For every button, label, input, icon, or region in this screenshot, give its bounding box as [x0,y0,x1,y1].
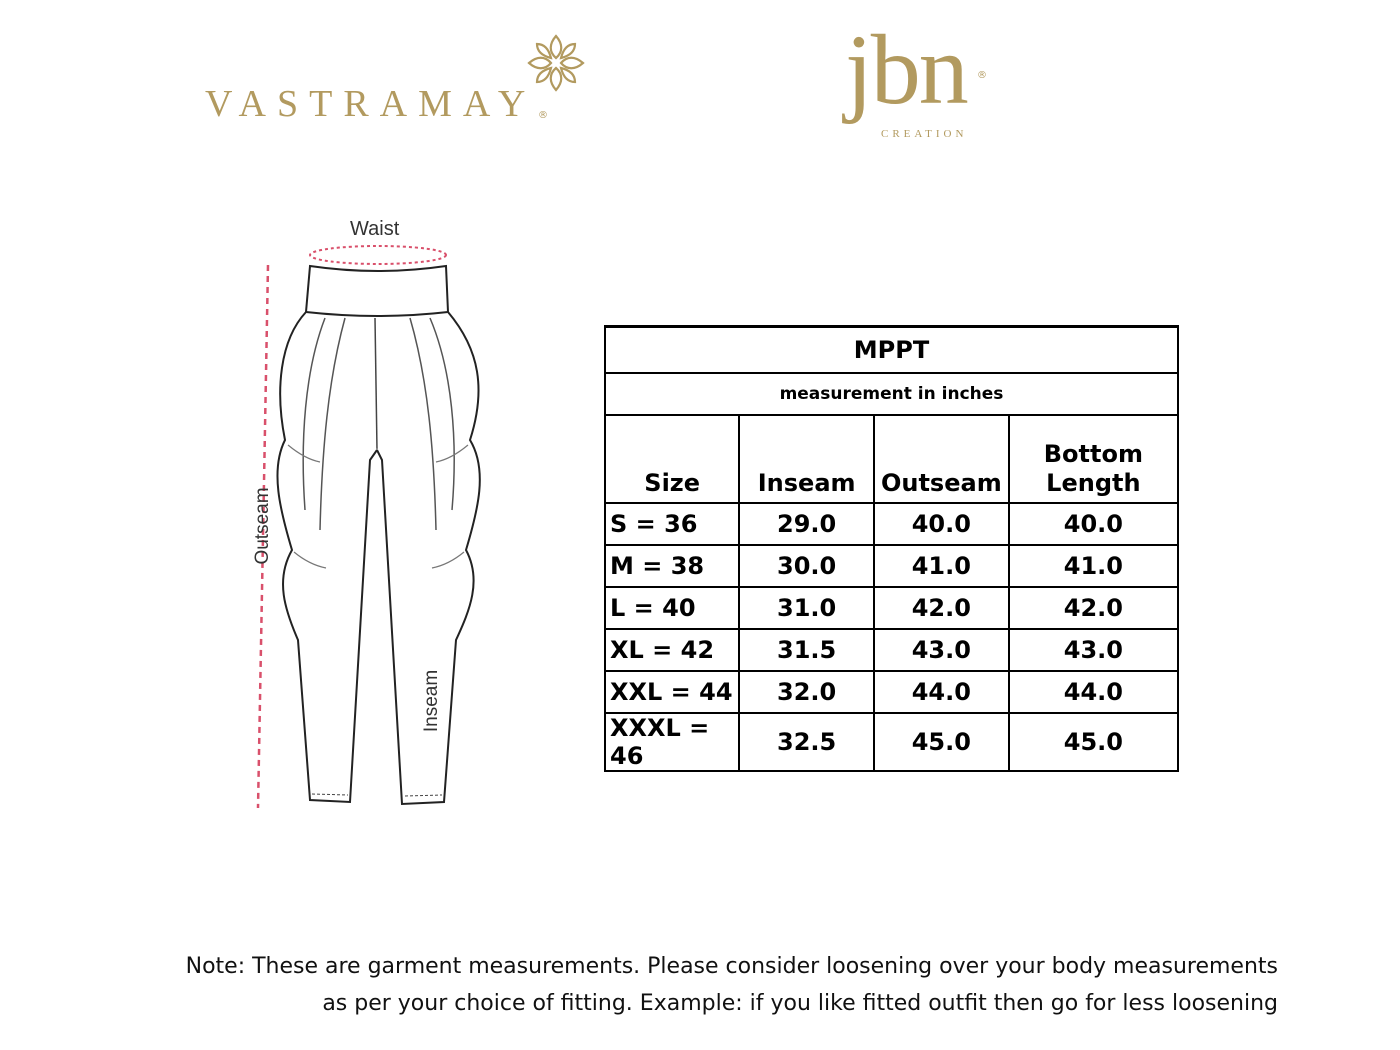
outseam-label: Outseam [252,487,273,565]
vastramay-logo [205,30,565,130]
jbn-subtitle: CREATION [881,128,968,140]
note-line-2: as per your choice of fitting. Example: if you like fitted outfit then go for less loosening [322,991,1278,1016]
inseam-cell: 30.0 [739,545,874,587]
table-row [605,587,1178,629]
table-row [605,503,1178,545]
bottom-length-cell: 40.0 [1009,503,1178,545]
outseam-cell: 41.0 [874,545,1009,587]
outseam-cell: 42.0 [874,587,1009,629]
jbn-wordmark: jbn [845,14,967,125]
bottom-length-cell: 43.0 [1009,629,1178,671]
table-row [605,545,1178,587]
header-outseam: Outseam [874,415,1009,503]
pants-measurement-diagram [230,210,520,820]
vastramay-wordmark: VASTRAMAY [205,83,537,125]
table-row [605,629,1178,671]
header-bottom-length [1009,415,1178,503]
bottom-length-cell: 42.0 [1009,587,1178,629]
inseam-cell: 29.0 [739,503,874,545]
header-inseam: Inseam [739,415,874,503]
size-cell: M = 38 [605,545,739,587]
bottom-length-cell: 45.0 [1009,713,1178,771]
jbn-creation-logo [845,14,1005,170]
outseam-cell: 40.0 [874,503,1009,545]
header-bottom-line1: Bottom [1043,440,1143,469]
size-cell: L = 40 [605,587,739,629]
registered-mark: ® [977,70,987,81]
note-line-1: Note: These are garment measurements. Please consider loosening over your body measurements [185,954,1278,979]
bottom-length-cell: 44.0 [1009,671,1178,713]
inseam-cell: 32.5 [739,713,874,771]
size-cell: S = 36 [605,503,739,545]
size-cell: XXXL = 46 [605,713,739,771]
inseam-cell: 31.0 [739,587,874,629]
outseam-cell: 43.0 [874,629,1009,671]
inseam-label: Inseam [421,669,442,733]
header-size: Size [605,415,739,503]
inseam-cell: 31.5 [739,629,874,671]
table-row [605,671,1178,713]
table-row [605,713,1178,771]
table-title: MPPT [605,327,1178,374]
measurement-note [120,948,1278,1022]
table-header-row [605,415,1178,503]
bottom-length-cell: 41.0 [1009,545,1178,587]
outseam-cell: 44.0 [874,671,1009,713]
header-bottom-line2: Length [1046,469,1141,498]
size-cell: XXL = 44 [605,671,739,713]
waist-label: Waist [350,218,400,240]
registered-mark: ® [538,110,548,121]
size-chart-table [604,325,1179,772]
waist-measure-line [310,246,446,264]
unit-note: measurement in inches [605,373,1178,415]
inseam-cell: 32.0 [739,671,874,713]
outseam-cell: 45.0 [874,713,1009,771]
size-cell: XL = 42 [605,629,739,671]
